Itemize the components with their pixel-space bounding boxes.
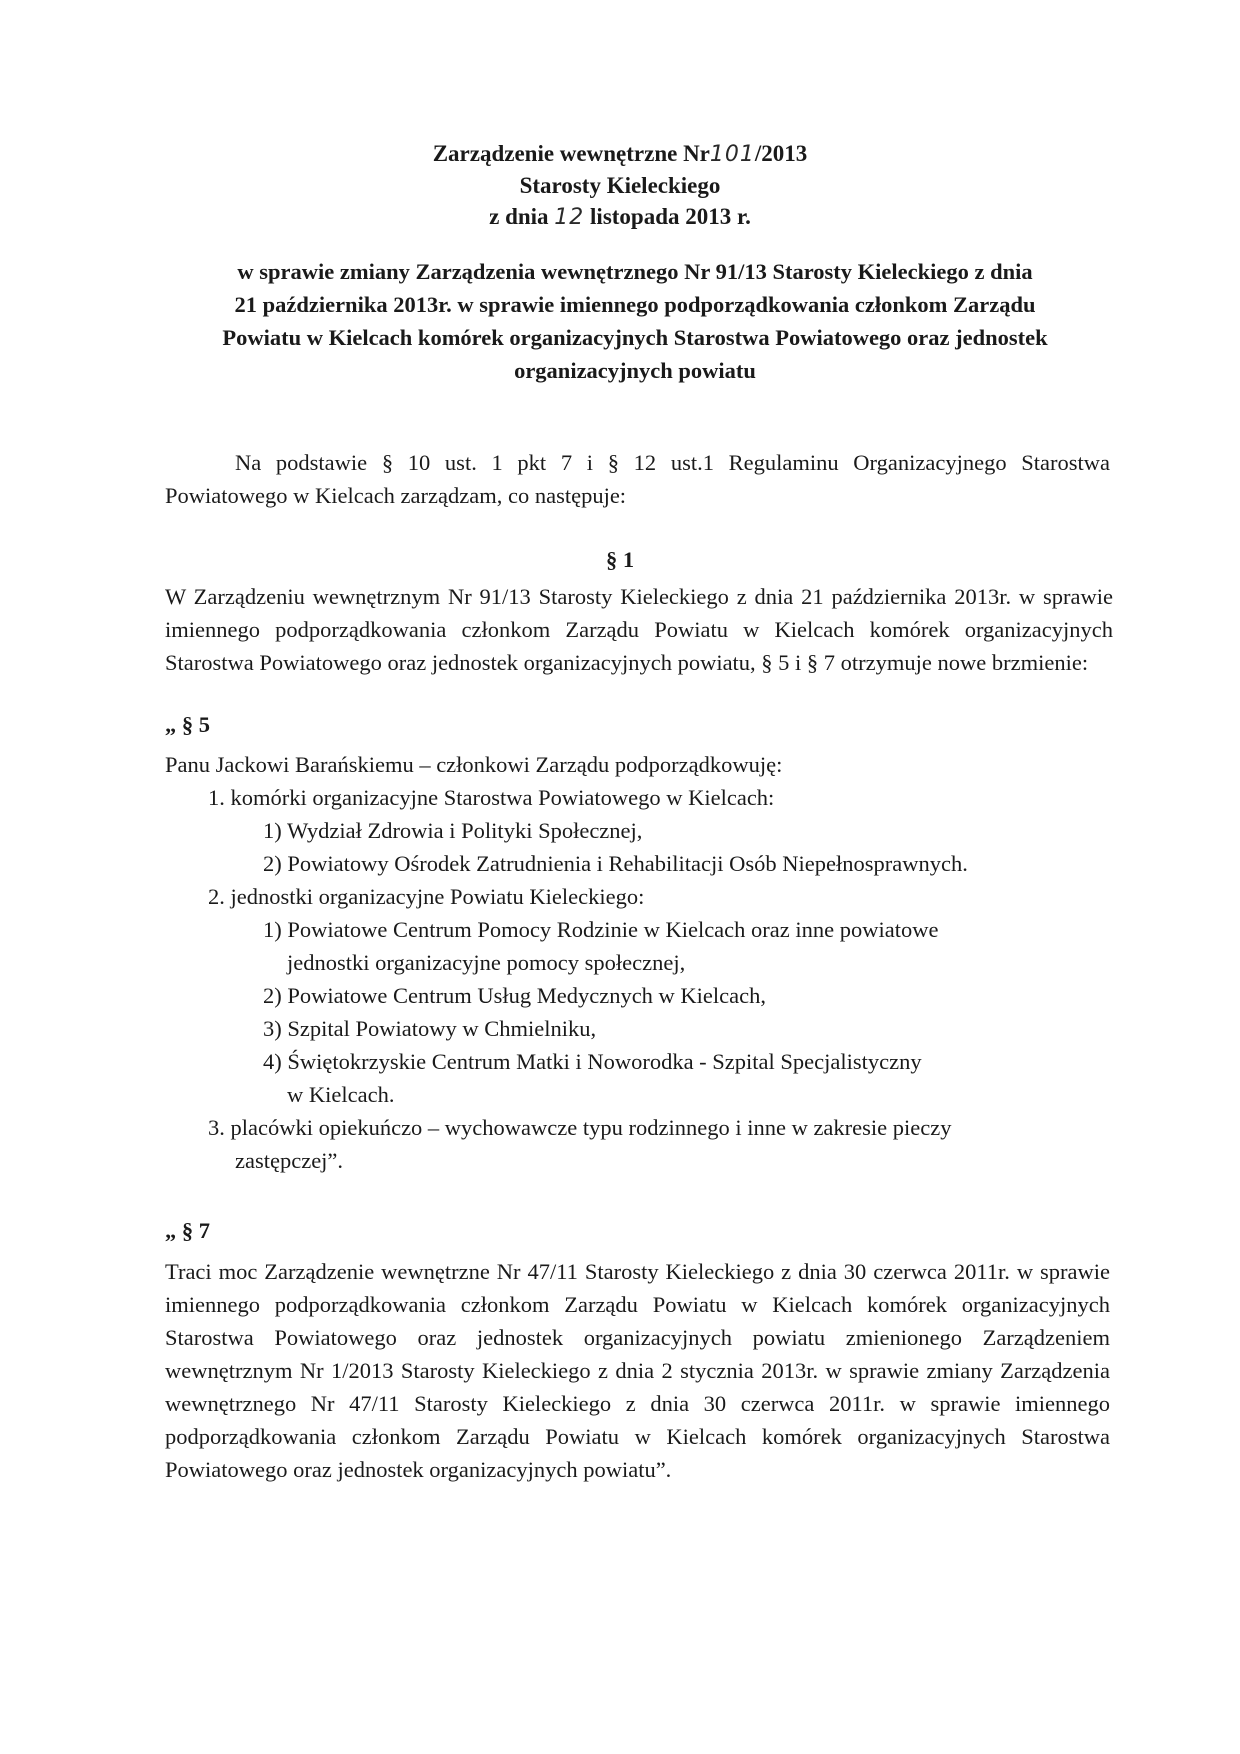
- subject-line: Powiatu w Kielcach komórek organizacyjnych Starostwa Powiatowego oraz jednostek: [222, 325, 1048, 350]
- list-subitem-continuation: jednostki organizacyjne pomocy społecznej,: [287, 950, 686, 975]
- list-item: 2. jednostki organizacyjne Powiatu Kieleckiego:: [208, 884, 645, 909]
- list-subitem: 1) Wydział Zdrowia i Polityki Społecznej,: [263, 818, 643, 843]
- section-7-heading: „ § 7: [165, 1218, 210, 1243]
- handwritten-number: 101: [709, 142, 755, 167]
- list-item: 3. placówki opiekuńczo – wychowawcze typu rodzinnego i inne w zakresie pieczy: [208, 1115, 952, 1140]
- list-subitem: 3) Szpital Powiatowy w Chmielniku,: [263, 1016, 597, 1041]
- subject-line: 21 października 2013r. w sprawie imiennego podporządkowania członkom Zarządu: [234, 292, 1036, 317]
- list-subitem: 4) Świętokrzyskie Centrum Matki i Noworodka - Szpital Specjalistyczny: [263, 1049, 922, 1074]
- section-5-content: [165, 748, 1113, 1177]
- date-suffix: listopada 2013 r.: [590, 204, 751, 229]
- list-subitem: 2) Powiatowy Ośrodek Zatrudnienia i Rehabilitacji Osób Niepełnosprawnych.: [263, 851, 968, 876]
- list-subitem: 2) Powiatowe Centrum Usług Medycznych w Kielcach,: [263, 983, 766, 1008]
- subject-line: organizacyjnych powiatu: [514, 358, 756, 383]
- list-item: 1. komórki organizacyjne Starostwa Powiatowego w Kielcach:: [208, 785, 775, 810]
- document-subject: [170, 255, 1100, 387]
- title-line-2: Starosty Kieleckiego: [519, 173, 721, 198]
- list-item-continuation: zastępczej”.: [235, 1148, 344, 1173]
- legal-basis-paragraph: Na podstawie § 10 ust. 1 pkt 7 i § 12 ust.1 Regulaminu Organizacyjnego Starostwa Powiatowego w Kielcach zarządzam, co następuje:: [165, 450, 1110, 508]
- title-prefix: Zarządzenie wewnętrzne Nr: [432, 141, 710, 166]
- document-title-block: [0, 138, 1240, 233]
- section-5-heading: „ § 5: [165, 712, 210, 737]
- title-line-1: [0, 138, 1240, 170]
- subject-line: w sprawie zmiany Zarządzenia wewnętrznego Nr 91/13 Starosty Kieleckiego z dnia: [237, 259, 1033, 284]
- date-prefix: z dnia: [489, 204, 549, 229]
- section-1-heading: § 1: [605, 547, 635, 572]
- title-year: /2013: [754, 141, 808, 166]
- section-7-text: Traci moc Zarządzenie wewnętrzne Nr 47/11 Starosty Kieleckiego z dnia 30 czerwca 2011r. w sprawie imiennego podporządkowania członkom Zarządu Powiatu w Kielcach komórek organizacyjnych Starostwa Powiatowego oraz jednostek organizacyjnych powiatu zmienionego Zarządzeniem wewnętrznym Nr 1/2013 Starosty Kieleckiego z dnia 2 stycznia 2013r. w sprawie zmiany Zarządzenia wewnętrznego Nr 47/11 Starosty Kieleckiego z dnia 30 czerwca 2011r. w sprawie imiennego podporządkowania członkom Zarządu Powiatu w Kielcach komórek organizacyjnych Starostwa Powiatowego oraz jednostek organizacyjnych powiatu”.: [165, 1259, 1110, 1482]
- section-5-intro: Panu Jackowi Barańskiemu – członkowi Zarządu podporządkowuję:: [165, 752, 783, 777]
- title-line-3: [0, 201, 1240, 233]
- list-subitem: 1) Powiatowe Centrum Pomocy Rodzinie w Kielcach oraz inne powiatowe: [263, 917, 939, 942]
- handwritten-day: 12: [554, 205, 585, 230]
- list-subitem-continuation: w Kielcach.: [287, 1082, 395, 1107]
- section-1-text: W Zarządzeniu wewnętrznym Nr 91/13 Starosty Kieleckiego z dnia 21 października 2013r. w sprawie imiennego podporządkowania członkom Zarządu Powiatu w Kielcach komórek organizacyjnych Starostwa Powiatowego oraz jednostek organizacyjnych powiatu, § 5 i § 7 otrzymuje nowe brzmienie:: [165, 584, 1113, 675]
